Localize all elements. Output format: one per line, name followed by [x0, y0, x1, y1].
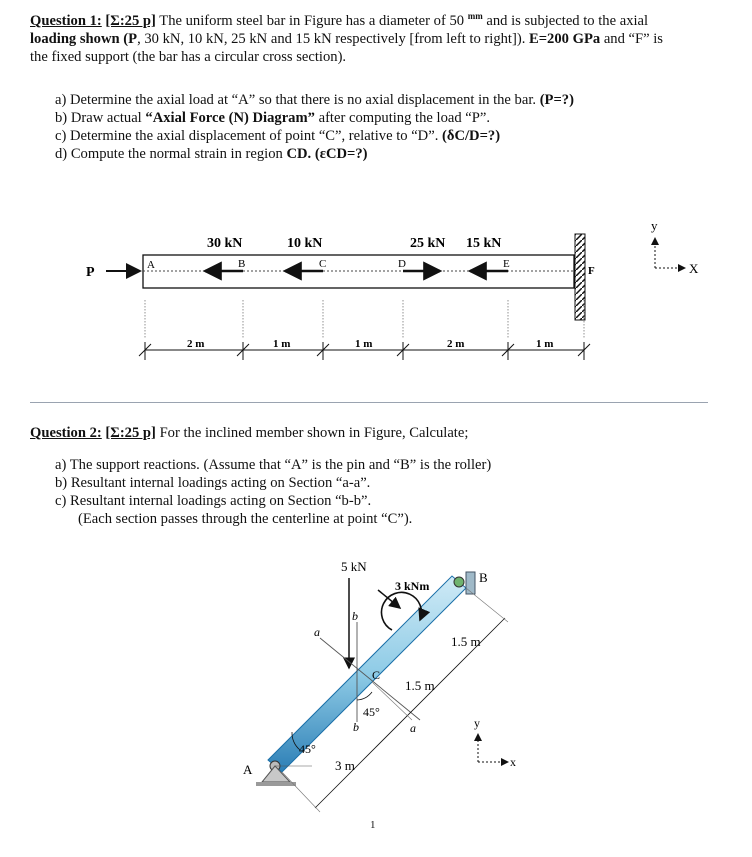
q2-points: [Σ:25 p]	[105, 425, 156, 441]
q2-item-c-letter: c)	[55, 493, 67, 509]
q2-item-note: (Each section passes through the centerline at point “C”).	[78, 511, 413, 527]
q2-axis-y: y	[474, 716, 480, 730]
q1-line-3: the fixed support (the bar has a circular cross section).	[30, 49, 347, 65]
q2-item-c-text: Resultant internal loadings acting on Section “b-b”.	[70, 493, 372, 509]
label-b-top: b	[352, 609, 358, 623]
point-c-label: C	[319, 258, 327, 270]
dim-1-5m-upper: 1.5 m	[451, 634, 481, 649]
q1-item-d-tail: (εCD=?)	[314, 146, 368, 162]
pin-support-a	[256, 761, 296, 786]
label-c: C	[372, 668, 381, 682]
point-d-label: D	[398, 258, 406, 270]
point-f-label: F	[588, 265, 595, 277]
q1-text-1-end: and is subjected to the axial	[486, 13, 649, 29]
label-a: A	[243, 762, 253, 777]
q2-item-c	[55, 492, 371, 510]
q2-label: Question 2:	[30, 425, 102, 441]
q2-item-a-letter: a)	[55, 457, 67, 473]
load-15kn-label: 15 kN	[466, 236, 502, 251]
span-bc-label: 1 m	[273, 338, 291, 350]
q1-bar-figure	[0, 210, 752, 380]
q1-item-b-bold: “Axial Force (N) Diagram”	[145, 110, 315, 126]
q1-item-a-tail: (P=?)	[539, 92, 574, 108]
q2-line-1	[30, 425, 468, 442]
fixed-support-f	[575, 234, 585, 320]
q1-axis-y: y	[651, 218, 658, 233]
q2-item-b	[55, 474, 370, 492]
q1-item-d	[55, 145, 368, 163]
q1-item-a-text: Determine the axial load at “A” so that there is no axial displacement in the bar.	[70, 92, 537, 108]
q1-item-d-letter: d)	[55, 146, 68, 162]
q1-unit-mm: mm	[467, 11, 483, 22]
moment-label: 3 kNm	[395, 579, 430, 593]
q2-item-b-letter: b)	[55, 475, 68, 491]
q1-item-a	[55, 91, 574, 109]
span-cd-label: 1 m	[355, 338, 373, 350]
question-divider	[30, 402, 708, 403]
q1-extension-lines	[145, 300, 584, 338]
q1-text-2-start: loading shown (P	[30, 31, 138, 47]
label-b-bottom: b	[353, 720, 359, 734]
span-ab-label: 2 m	[187, 338, 205, 350]
q1-line-2	[30, 31, 663, 48]
q1-item-c-letter: c)	[55, 128, 67, 144]
point-b-label: B	[238, 258, 246, 270]
q2-intro: For the inclined member shown in Figure, Calculate;	[159, 425, 469, 441]
force-5kn-label: 5 kN	[341, 559, 367, 574]
load-30kn-label: 30 kN	[207, 236, 243, 251]
q1-points: [Σ:25 p]	[105, 13, 156, 29]
q1-axis	[651, 218, 699, 276]
q1-item-d-bold: CD.	[286, 146, 312, 162]
q1-axis-x: X	[689, 261, 699, 276]
load-p-label: P	[86, 265, 95, 280]
label-b: B	[479, 570, 488, 585]
q1-item-c	[55, 127, 500, 145]
angle-2-label: 45°	[363, 705, 380, 719]
q2-inclined-figure	[0, 550, 752, 840]
q2-item-b-text: Resultant internal loadings acting on Section “a-a”.	[70, 475, 371, 491]
span-ef-label: 1 m	[536, 338, 554, 350]
q1-item-b	[55, 109, 490, 127]
dimension-ext-a	[282, 772, 320, 812]
label-a-top: a	[314, 625, 320, 639]
q1-e-value: E=200 GPa	[529, 31, 601, 47]
angle-1-label: 45°	[299, 742, 316, 756]
q1-item-d-text: Compute the normal strain in region	[70, 146, 283, 162]
inclined-member	[268, 576, 466, 772]
dimension-ext-b	[466, 588, 508, 622]
q1-item-c-tail: (δC/D=?)	[442, 128, 501, 144]
load-25kn-label: 25 kN	[410, 236, 446, 251]
q1-and-f: and “F” is	[603, 31, 663, 47]
q1-item-b-letter: b)	[55, 110, 68, 126]
dim-1-5m-lower: 1.5 m	[405, 678, 435, 693]
q1-line-1	[30, 13, 648, 30]
point-e-label: E	[503, 258, 510, 270]
span-de-label: 2 m	[447, 338, 465, 350]
q1-label: Question 1:	[30, 13, 102, 29]
dim-3m: 3 m	[335, 758, 355, 773]
q2-axis	[474, 716, 516, 769]
q1-text-1: The uniform steel bar in Figure has a diameter of 50	[159, 13, 465, 29]
point-a-label: A	[147, 259, 155, 271]
q2-item-a-text: The support reactions. (Assume that “A” is the pin and “B” is the roller)	[69, 457, 492, 473]
q2-item-a	[55, 456, 491, 474]
q1-loads-text: , 30 kN, 10 kN, 25 kN and 15 kN respectively [from left to right]).	[137, 31, 526, 47]
page-number: 1	[370, 819, 376, 831]
q1-item-c-text: Determine the axial displacement of point “C”, relative to “D”.	[70, 128, 439, 144]
q1-item-a-letter: a)	[55, 92, 67, 108]
load-10kn-label: 10 kN	[287, 236, 323, 251]
q1-item-b-text: Draw actual	[70, 110, 142, 126]
q1-item-b-tail: after computing the load “P”.	[318, 110, 491, 126]
label-a-bottom: a	[410, 721, 416, 735]
q2-axis-x: x	[510, 755, 516, 769]
